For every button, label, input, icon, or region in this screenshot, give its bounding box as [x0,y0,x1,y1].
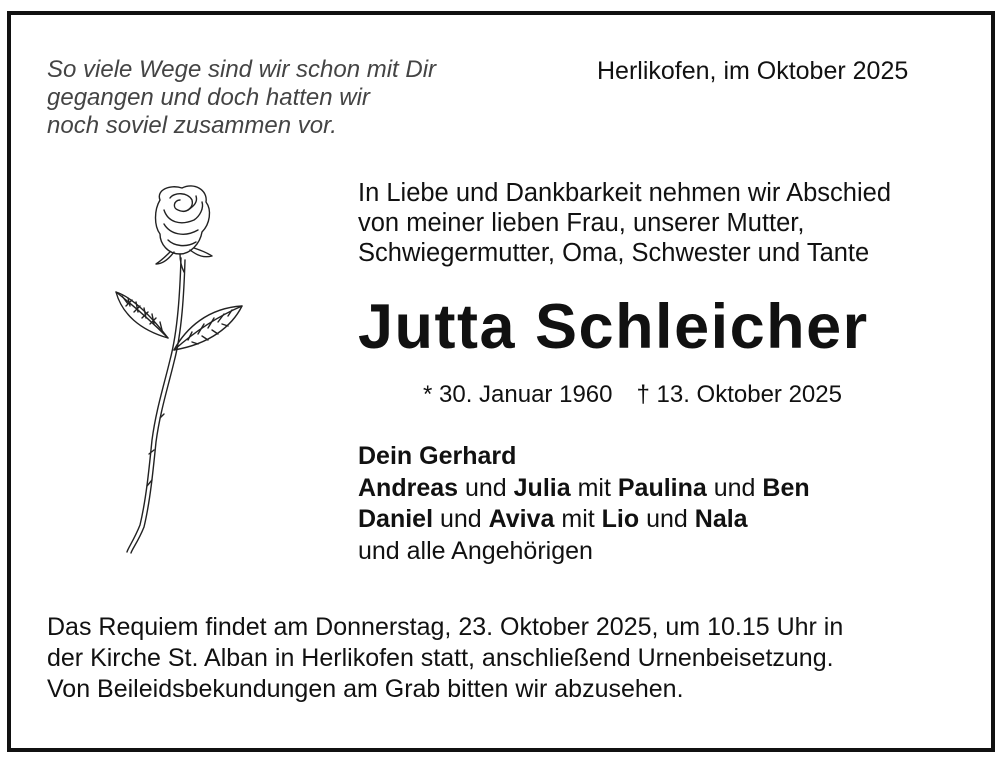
mourner-name: Dein Gerhard [358,442,517,470]
mourner-line: und alle Angehörigen [358,536,593,565]
farewell-intro [358,178,891,268]
notice-line: Das Requiem findet am Donnerstag, 23. Oktober 2025, um 10.15 Uhr in [47,613,844,641]
mourner-name: Aviva [488,505,555,533]
mourner-line [358,441,810,473]
notice-line: Von Beileidsbekundungen am Grab bitten wir abzusehen. [47,675,684,703]
birth-date: * 30. Januar 1960 [423,381,613,408]
intro-line: von meiner lieben Frau, unserer Mutter, [358,209,805,237]
connector-text: und [458,473,514,502]
connector-text: mit [570,473,618,502]
mourner-name: Nala [694,505,748,533]
death-date: † 13. Oktober 2025 [636,381,842,408]
connector-text: und [433,505,489,533]
life-dates [423,380,842,410]
connector-text: und [706,473,763,502]
mourner-name: Andreas [358,473,459,502]
quote-line: gegangen und doch hatten wir [47,84,370,111]
connector-text: mit [554,505,602,533]
mourner-name: Julia [513,473,571,502]
rose-icon [108,180,248,555]
connector-text: und [639,505,695,533]
quote-line: So viele Wege sind wir schon mit Dir [47,56,437,83]
mourner-line [358,473,810,505]
mourner-line [358,504,810,536]
notice-line: der Kirche St. Alban in Herlikofen statt, anschließend Urnenbeisetzung. [47,644,834,672]
intro-line: In Liebe und Dankbarkeit nehmen wir Abschied [358,179,891,207]
mourner-name: Paulina [617,473,707,502]
mourner-name: Lio [601,505,640,533]
mourner-name: Daniel [358,505,434,533]
memorial-quote [47,56,436,140]
place-date: Herlikofen, im Oktober 2025 [597,57,909,85]
deceased-name: Jutta Schleicher [358,292,869,362]
intro-line: Schwiegermutter, Oma, Schwester und Tante [358,239,870,267]
service-notice [47,612,843,705]
quote-line: noch soviel zusammen vor. [47,112,337,139]
mourners-list [358,441,810,567]
mourner-name: Ben [762,473,810,502]
